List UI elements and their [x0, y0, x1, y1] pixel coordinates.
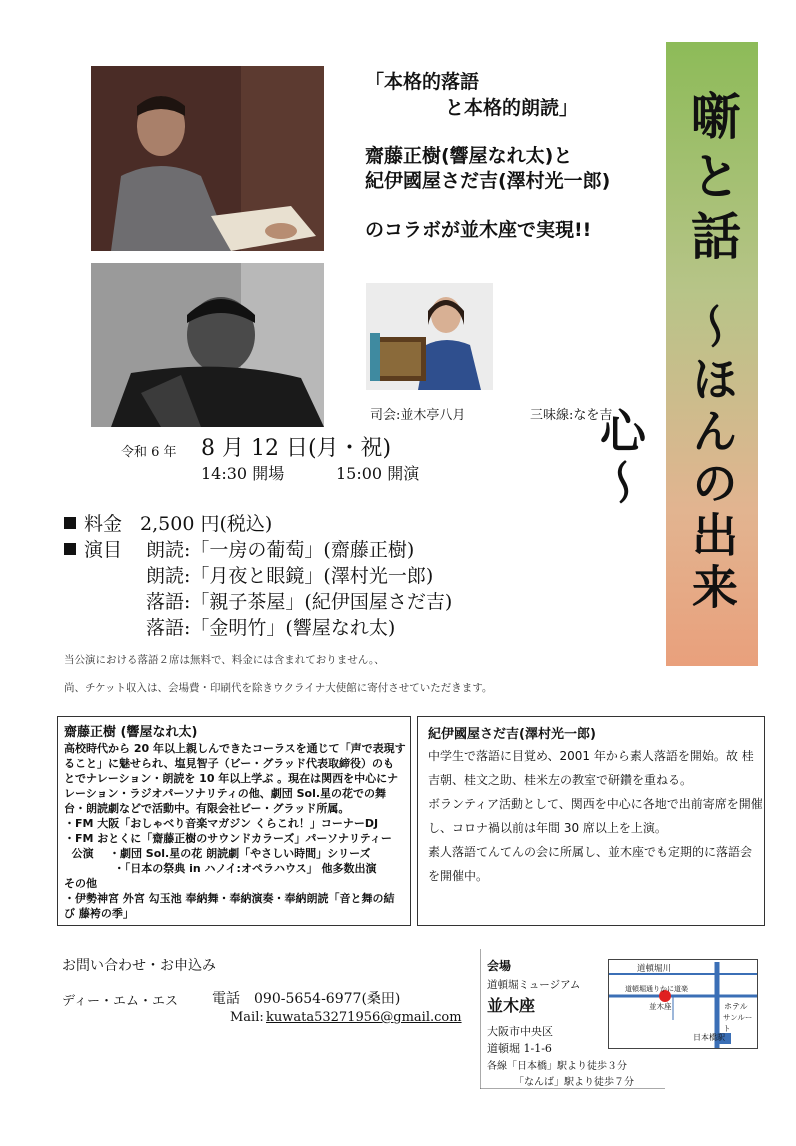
bio-line: ・FM 大阪「おしゃべり音楽マガジン くらこれ！」コーナーDJ	[64, 817, 379, 830]
program-item: 朗読:「月夜と眼鏡」(澤村光一郎)	[146, 565, 434, 587]
bio-line: ・「日本の祭典 in ハノイ:オペラハウス」 他多数出演	[64, 862, 377, 875]
bio-line: 高校時代から 20 年以上親しんできたコーラスを通じて「声で表現す	[64, 742, 406, 755]
bio-saito	[57, 716, 411, 926]
bio-line: ・伊勢神宮 外宮 勾玉池 奉納舞・奉納演奏・奉納朗読「音と舞の結	[64, 892, 395, 905]
map-venue-label: 並木座	[649, 1002, 672, 1011]
bio-line: とでナレーション・朗読を 10 年以上学ぶ 。現在は関西を中心にナ	[64, 772, 399, 785]
date-main: 8 月 12 日(月・祝)	[201, 436, 392, 461]
venue-access2: 「なんば」駅より徒歩７分	[514, 1077, 634, 1088]
photo-saito-reading	[91, 66, 324, 251]
bio-line: ・FM おとくに「齋藤正樹のサウンドカラーズ」パーソナリティー	[64, 832, 392, 845]
program-item: 落語:「親子茶屋」(紀伊国屋さだ吉)	[146, 591, 453, 613]
fee-label: 料金	[84, 513, 123, 535]
headline-names-line1: 齋藤正樹(響屋なれ太)と	[365, 145, 573, 167]
contact-mail-link[interactable]: kuwata53271956@gmail.com	[266, 1010, 462, 1025]
time-start: 15:00 開演	[336, 464, 420, 483]
map-hotel-label: ホテル	[724, 1002, 748, 1011]
venue-access1: 各線「日本橋」駅より徒歩３分	[487, 1061, 627, 1072]
bio-line: 素人落語てんてんの会に所属し、並木座でも定期的に落語会	[428, 845, 753, 859]
fee-value: 2,500 円(税込)	[140, 513, 273, 535]
note-donation: 尚、チケット収入は、会場費・印刷代を除きウクライナ大使館に寄付させていただきます。	[64, 682, 493, 694]
program-list	[146, 537, 452, 641]
title-banner	[593, 42, 758, 666]
bio-line: び 藤袴の季」	[64, 907, 134, 920]
venue-museum: 道頓堀ミュージアム	[487, 979, 581, 991]
bio-line: ボランティア活動として、関西を中心に各地で出前寄席を開催	[428, 797, 763, 811]
bio-line: レーション・ラジオパーソナリティの他、劇団 Sol.星の花での舞	[64, 787, 387, 800]
venue-map	[608, 959, 758, 1049]
banner-subtitle: 〜ほんの出来心〜	[593, 303, 739, 615]
bio-saito-text	[64, 741, 404, 921]
time-open: 14:30 開場	[201, 464, 285, 483]
program-label: 演目	[84, 539, 123, 561]
date-era: 令和 6 年	[121, 445, 177, 460]
headline-quote-line2: と本格的朗読」	[445, 97, 579, 119]
venue-address1: 大阪市中央区	[487, 1025, 553, 1038]
bio-kiinokuniya	[417, 716, 765, 926]
headline-names-line2: 紀伊國屋さだ吉(澤村光一郎)	[365, 170, 611, 192]
program-item: 落語:「金明竹」(響屋なれ太)	[146, 617, 396, 639]
caption-shamisen: 三味線:なを吉	[530, 408, 613, 423]
program-item: 朗読:「一房の葡萄」(齋藤正樹)	[146, 539, 415, 561]
bio-line: 台・朗読劇などで活動中。有限会社ビー・グラッド所属。	[64, 802, 350, 815]
bio-line: を開催中。	[428, 869, 489, 883]
bio-line: 中学生で落語に目覚め、2001 年から素人落語を開始。故 桂	[428, 749, 754, 763]
bullet-square	[64, 517, 76, 529]
contact-phone: 090-5654-6977(桑田)	[254, 991, 401, 1007]
venue-name: 並木座	[487, 996, 536, 1015]
contact-mail-label: Mail:	[230, 1010, 264, 1025]
headline-quote-line1: 「本格的落語	[365, 71, 480, 93]
venue-box	[480, 949, 758, 1089]
bio-line: し、コロナ禍以前は年間 30 席以上を上演。	[428, 821, 667, 835]
banner-title: 噺と話	[683, 90, 741, 270]
bio-line: 公演 ・劇団 Sol.星の花 朗読劇「やさしい時間」シリーズ	[64, 847, 371, 860]
map-river-label: 道頓堀川	[637, 964, 672, 974]
bullet-square	[64, 543, 76, 555]
program-label-row	[64, 537, 122, 563]
note-rakugo-free: 当公演における落語２席は無料で、料金には含まれておりません。、	[64, 654, 385, 666]
venue-label: 会場	[487, 959, 512, 973]
venue-address2: 道頓堀 1-1-6	[487, 1042, 552, 1055]
bio-saito-title: 齋藤正樹 (響屋なれ太)	[64, 725, 198, 740]
contact-phone-label: 電話	[212, 991, 240, 1007]
fee-row	[64, 511, 272, 537]
photo-host-with-book	[366, 283, 493, 390]
bio-line: 吉朝、桂文之助、桂米左の教室で研鑽を重ねる。	[428, 773, 693, 787]
map-street-label: 道頓堀通りかに道楽	[625, 985, 688, 993]
contact-heading: お問い合わせ・お申込み	[62, 958, 216, 974]
bio-kiinokuniya-title: 紀伊國屋さだ吉(澤村光一郎)	[428, 727, 596, 742]
contact-org: ディー・エム・エス	[62, 994, 178, 1009]
headline-collab: のコラボが並木座で実現!!	[365, 219, 592, 241]
bio-line: ること」に魅せられ、塩見智子（ビー・グラッド代表取締役）のも	[64, 757, 394, 770]
photo-kiinokuniya-rakugo	[91, 263, 324, 427]
bio-line: その他	[64, 877, 97, 890]
caption-host: 司会:並木亭八月	[370, 408, 466, 423]
map-station-label: 日本橋駅	[693, 1033, 725, 1042]
map-hotel-label2: サンルート	[723, 1013, 753, 1033]
